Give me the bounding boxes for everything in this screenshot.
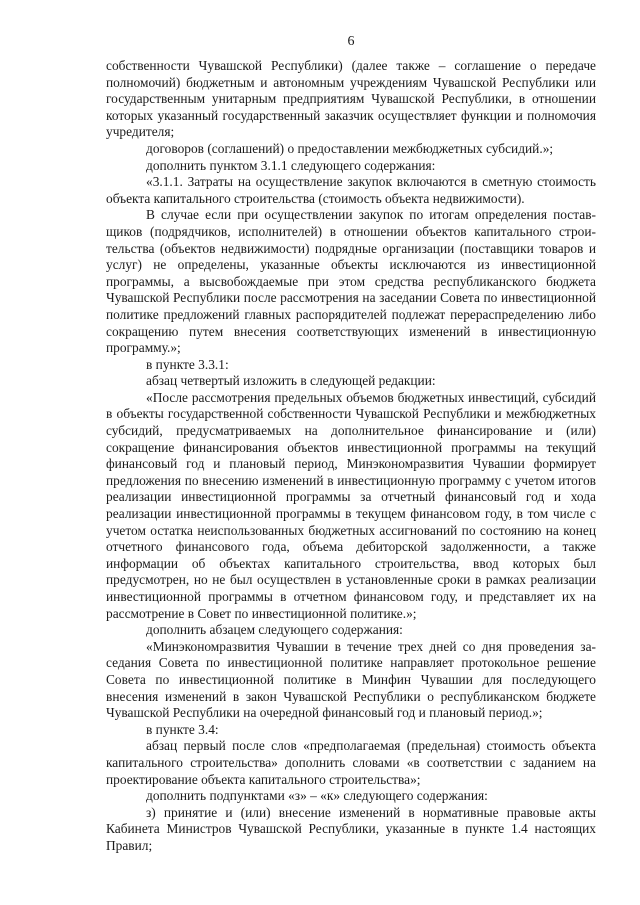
- paragraph: з) принятие и (или) внесение изменений в нормативные правовые акты Кабинета Министров Чувашской Республики, указанные в пункте 1.4 настоящих Правил;: [106, 804, 596, 853]
- paragraph: дополнить пунктом 3.1.1 следующего содержания:: [146, 157, 436, 173]
- paragraph: «Минэкономразвития Чувашии в течение трех дней со дня проведения заседания Совета по инвестиционной политике направляет протокольное решение Совета по инвестиционной политике в Минфин Чувашии для последующего внесения изменений в закон Чувашской Республики о республиканском бюджете Чувашской Республики на очередной финансовый год и плановый период.»;: [106, 638, 596, 721]
- paragraph: В случае если при осуществлении закупок по итогам определения поставщиков (подрядчиков, исполнителей) в отношении объектов капитального строительства (объектов недвижимости) подрядные организации (поставщики товаров и услуг) не определены, указанные объекты исключаются из инвестиционной программы, а высвобождаемые при этом средства республиканского бюджета Чувашской Республики после рассмотрения на заседании Совета по инвестиционной политике предложений главных распорядителей подлежат перераспределению либо сокращению путем внесения соответствующих изменений в инвестиционную программу.»;: [106, 207, 596, 356]
- paragraph: «3.1.1. Затраты на осуществление закупок включаются в сметную стоимость объекта капитального строительства (стоимость объекта недвижимости).: [106, 174, 596, 206]
- paragraph: договоров (соглашений) о предоставлении межбюджетных субсидий.»;: [146, 140, 554, 156]
- paragraph: абзац четвертый изложить в следующей редакции:: [146, 373, 436, 389]
- paragraph: дополнить абзацем следующего содержания:: [146, 622, 403, 638]
- paragraph: абзац первый после слов «предполагаемая (предельная) стоимость объекта капитального строительства» дополнить словами «в соответствии с заданием на проектирование объекта капитального строительства»;: [106, 738, 596, 787]
- page-number: 6: [347, 34, 355, 49]
- paragraph: собственности Чувашской Республики) (далее также – соглашение о передаче полномочий) бюджетным и автономным учреждениям Чувашской Республики или государственным унитарным предприятиям Чувашской Республики, в отношении которых указанный государственный заказчик осуществляет функции и полномочия учредителя;: [106, 58, 596, 140]
- paragraph: дополнить подпунктами «з» – «к» следующего содержания:: [146, 788, 488, 804]
- paragraph: в пункте 3.4:: [146, 721, 219, 737]
- paragraph: в пункте 3.3.1:: [146, 356, 229, 372]
- paragraph: «После рассмотрения предельных объемов бюджетных инвестиций, субсидий в объекты государственной собственности Чувашской Республики и межбюджетных субсидий, предусматриваемых на дополнительное финансирование и (или) сокращение финансирования объектов инвестиционной программы на текущий финансовый год и плановый период, Минэкономразвития Чувашии формирует предложения по внесению изменений в инвестиционную программу с учетом итогов реализации инвестиционной программы за отчетный финансовый год и хода реализации инвестиционной программы в текущем финансовом году, в том числе с учетом остатка неиспользованных бюджетных ассигнований по состоянию на конец отчетного финансового года, объема дебиторской задолженности, а также информации об объектах капитального строительства, ввод которых был предусмотрен, но не был осуществлен в установленные сроки в рамках реализации инвестиционной программы в отчетном финансовом году, и представляет их на рассмотрение в Совет по инвестиционной политике.»;: [106, 389, 596, 621]
- document-body: [106, 58, 596, 855]
